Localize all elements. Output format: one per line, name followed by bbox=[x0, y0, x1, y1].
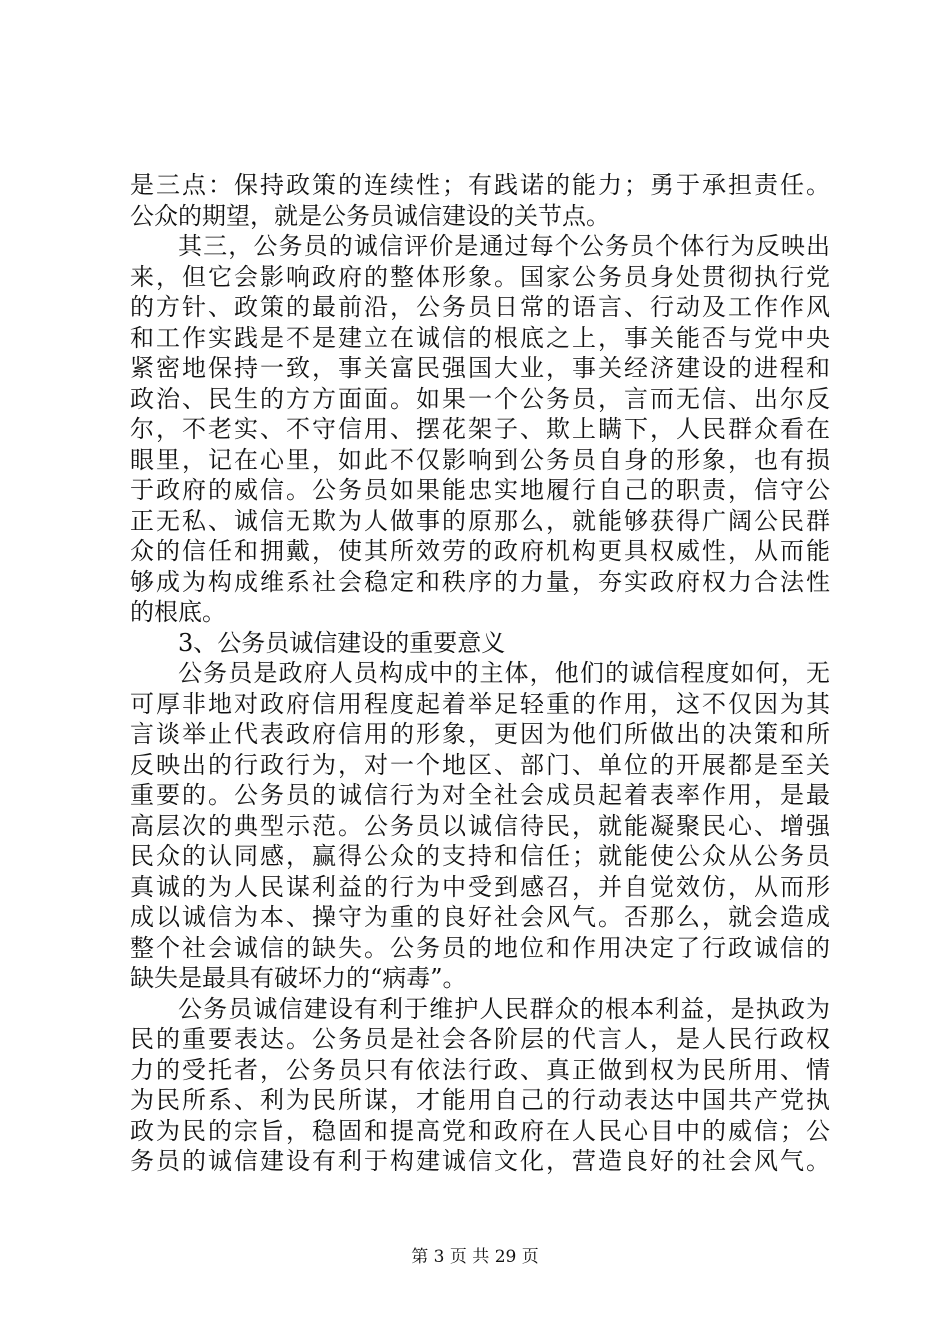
text-line: 是三点：保持政策的连续性；有践诺的能力；勇于承担责任。 bbox=[130, 171, 830, 199]
text-line: 3、公务员诚信建设的重要意义 bbox=[178, 628, 506, 657]
text-line: 于政府的威信。公务员如果能忠实地履行自己的职责，信守公 bbox=[130, 476, 830, 504]
text-line: 和工作实践是不是建立在诚信的根底之上，事关能否与党中央 bbox=[130, 323, 830, 352]
document-body bbox=[130, 170, 830, 1177]
text-line: 尔，不老实、不守信用、摆花架子、欺上瞒下，人民群众看在 bbox=[130, 415, 830, 443]
text-line: 可厚非地对政府信用程度起着举足轻重的作用，这不仅因为其 bbox=[130, 689, 830, 718]
text-line: 公务员诚信建设有利于维护人民群众的根本利益，是执政为 bbox=[178, 994, 830, 1023]
page-footer: 第 3 页 共 29 页 bbox=[411, 1247, 539, 1267]
text-line: 缺失是最具有破坏力的“病毒”。 bbox=[130, 964, 467, 992]
text-line: 的方针、政策的最前沿，公务员日常的语言、行动及工作作风 bbox=[130, 293, 830, 321]
text-line: 公务员是政府人员构成中的主体，他们的诚信程度如何，无 bbox=[178, 659, 830, 687]
text-line: 为民所系、利为民所谋，才能用自己的行动表达中国共产党执 bbox=[130, 1086, 830, 1114]
text-line: 紧密地保持一致，事关富民强国大业，事关经济建设的进程和 bbox=[130, 354, 830, 382]
text-line: 来，但它会影响政府的整体形象。国家公务员身处贯彻执行党 bbox=[130, 262, 830, 291]
text-line: 众的信任和拥戴，使其所效劳的政府机构更具权威性，从而能 bbox=[130, 537, 830, 565]
text-line: 高层次的典型示范。公务员以诚信待民，就能凝聚民心、增强 bbox=[130, 811, 830, 840]
text-line: 民的重要表达。公务员是社会各阶层的代言人，是人民行政权 bbox=[130, 1025, 830, 1053]
text-line: 民众的认同感，赢得公众的支持和信任；就能使公众从公务员 bbox=[130, 842, 830, 870]
text-line: 务员的诚信建设有利于构建诚信文化，营造良好的社会风气。 bbox=[130, 1147, 830, 1175]
text-line: 眼里，记在心里，如此不仅影响到公务员自身的形象，也有损 bbox=[130, 445, 830, 474]
text-line: 正无私、诚信无欺为人做事的原那么，就能够获得广阔公民群 bbox=[130, 506, 830, 535]
text-line: 力的受托者，公务员只有依法行政、真正做到权为民所用、情 bbox=[130, 1055, 830, 1084]
text-line: 真诚的为人民谋利益的行为中受到感召，并自觉效仿，从而形 bbox=[130, 872, 830, 901]
text-line: 言谈举止代表政府信用的形象，更因为他们所做出的决策和所 bbox=[130, 720, 830, 748]
text-line: 整个社会诚信的缺失。公务员的地位和作用决定了行政诚信的 bbox=[130, 933, 830, 962]
text-line: 政为民的宗旨，稳固和提高党和政府在人民心目中的威信；公 bbox=[130, 1116, 830, 1145]
text-line: 够成为构成维系社会稳定和秩序的力量，夯实政府权力合法性 bbox=[130, 567, 830, 596]
text-line: 反映出的行政行为，对一个地区、部门、单位的开展都是至关 bbox=[130, 750, 830, 779]
text-line: 政治、民生的方方面面。如果一个公务员，言而无信、出尔反 bbox=[130, 384, 830, 413]
text-line: 公众的期望，就是公务员诚信建设的关节点。 bbox=[130, 201, 610, 230]
text-line: 的根底。 bbox=[130, 598, 226, 626]
text-line: 成以诚信为本、操守为重的良好社会风气。否那么，就会造成 bbox=[130, 903, 830, 931]
text-line: 重要的。公务员的诚信行为对全社会成员起着表率作用，是最 bbox=[130, 781, 830, 809]
text-line: 其三，公务员的诚信评价是通过每个公务员个体行为反映出 bbox=[178, 232, 830, 260]
